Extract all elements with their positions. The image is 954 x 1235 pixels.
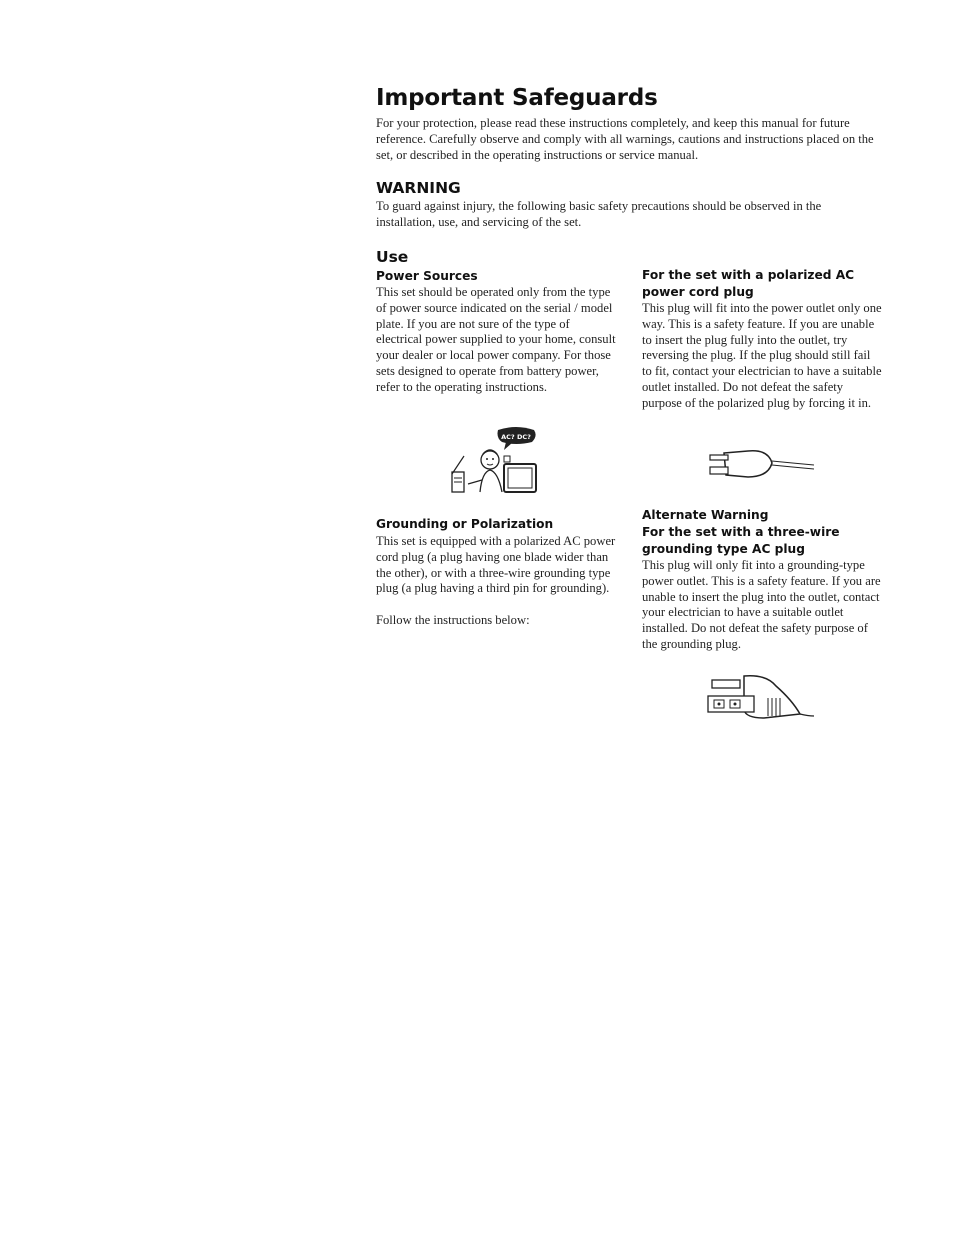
grounding-text: This set is equipped with a polarized AC power cord plug (a plug having one blade wider than the other), or with a three-wire grounding type plug (a plug having a third pin for grounding). (376, 534, 616, 596)
warning-text: To guard against injury, the following basic safety precautions should be observed in the installation, use, and servicing of the set. (376, 199, 822, 229)
power-sources-heading: Power Sources (376, 269, 478, 283)
grounding-follow-text: Follow the instructions below: (376, 613, 530, 627)
use-heading: Use (376, 248, 409, 266)
three-wire-plug-text: This plug will only fit into a grounding-type power outlet. This is a safety feature. If you are unable to insert the plug into the outlet, contact your electrician to have a suitable outlet installed. Do not defeat the safety purpose of the grounding plug. (642, 558, 881, 651)
person-with-radio-and-tv-illustration (446, 426, 546, 496)
warning-heading: WARNING (376, 179, 461, 197)
page-title: Important Safeguards (376, 85, 658, 111)
grounding-plug-illustration (704, 672, 816, 722)
intro-paragraph: For your protection, please read these instructions completely, and keep this manual for future reference. Carefully observe and comply with all warnings, cautions and instructions placed on the set, or described in the operating instructions or service manual. (376, 116, 874, 162)
speech-bubble-text: AC? DC? (501, 433, 531, 441)
three-wire-plug-heading: For the set with a three-wire grounding type AC plug (642, 525, 840, 556)
polarized-plug-illustration (706, 445, 816, 485)
grounding-heading: Grounding or Polarization (376, 517, 554, 531)
power-sources-text: This set should be operated only from the type of power source indicated on the serial / model plate. If you are not sure of the type of electrical power supplied to your home, consult your dealer or local power company. For those sets designed to operate from battery power, refer to the operating instructions. (376, 285, 616, 394)
alternate-warning-heading: Alternate Warning (642, 508, 769, 522)
polarized-plug-text: This plug will fit into the power outlet only one way. This is a safety feature. If you are unable to insert the plug fully into the outlet, try reversing the plug. If the plug should still fail to fit, contact your electrician to have a suitable outlet installed. Do not defeat the safety purpose of the polarized plug by forcing it in. (642, 301, 882, 410)
polarized-plug-heading: For the set with a polarized AC power cord plug (642, 268, 855, 299)
